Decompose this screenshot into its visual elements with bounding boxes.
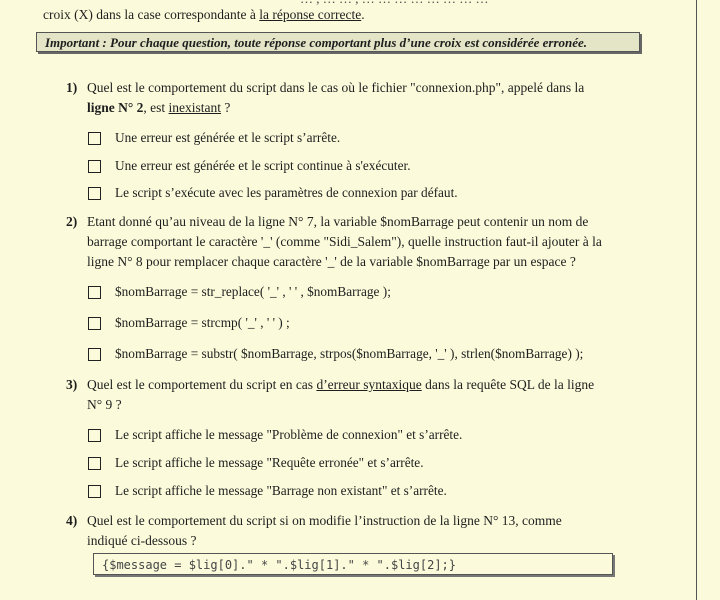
checkbox[interactable] xyxy=(88,317,101,330)
question-1-line1: Quel est le comportement du script dans le cas où le fichier "connexion.php", appelé dans la xyxy=(87,80,585,95)
intro-underlined: la réponse correcte xyxy=(259,7,362,22)
q3-option-3[interactable]: Le script affiche le message "Barrage non existant" et s’arrête. xyxy=(88,483,447,501)
checkbox[interactable] xyxy=(88,286,101,299)
question-number-3: 3) xyxy=(66,377,78,392)
page-right-border xyxy=(696,0,697,600)
q2-option-2[interactable]: $nomBarrage = strcmp( '_' , ' ' ) ; xyxy=(88,315,290,333)
checkbox[interactable] xyxy=(88,132,101,145)
q1-option-3[interactable]: Le script s’exécute avec les paramètres de connexion par défaut. xyxy=(88,185,458,203)
question-number-4: 4) xyxy=(66,513,78,528)
question-2-line2: barrage comportant le caractère '_' (comme "Sidi_Salem"), quelle instruction faut-il ajouter à la xyxy=(87,234,602,249)
checkbox[interactable] xyxy=(88,429,101,442)
question-1-text xyxy=(87,78,639,118)
question-2-line1: Etant donné qu’au niveau de la ligne N° 7, la variable $nomBarrage peut contenir un nom de xyxy=(87,214,589,229)
question-4-line2: indiqué ci-dessous ? xyxy=(87,533,197,548)
intro-text: croix (X) dans la case correspondante à xyxy=(43,7,260,22)
checkbox[interactable] xyxy=(88,485,101,498)
question-4-line1: Quel est le comportement du script si on modifie l’instruction de la ligne N° 13, comme xyxy=(87,513,562,528)
q2-option-1[interactable]: $nomBarrage = str_replace( '_' , ' ' , $nomBarrage ); xyxy=(88,284,391,302)
q3-option-2[interactable]: Le script affiche le message "Requête erronée" et s’arrête. xyxy=(88,455,424,473)
checkbox[interactable] xyxy=(88,160,101,173)
checkbox[interactable] xyxy=(88,348,101,361)
q2-option-3[interactable]: $nomBarrage = substr( $nomBarrage, strpos($nomBarrage, '_' ), strlen($nomBarrage) ); xyxy=(88,346,583,364)
q1-option-1[interactable]: Une erreur est générée et le script s’arrête. xyxy=(88,130,340,148)
checkbox[interactable] xyxy=(88,187,101,200)
top-text-fragment xyxy=(300,0,489,7)
question-2-line3: ligne N° 8 pour remplacer chaque caractère '_' de la variable $nomBarrage par un espace ? xyxy=(87,254,576,269)
question-number-2: 2) xyxy=(66,214,78,229)
question-2-text xyxy=(87,212,639,272)
important-notice xyxy=(36,32,640,52)
question-3-line1: Quel est le comportement du script en cas d’erreur syntaxique dans la requête SQL de la ligne xyxy=(87,377,595,392)
intro-end: . xyxy=(361,7,365,22)
important-emphasis: plus d’une croix xyxy=(374,35,462,50)
question-4-text xyxy=(87,511,639,551)
important-lead: Important : Pour chaque question, toute réponse comportant xyxy=(45,35,375,50)
checkbox[interactable] xyxy=(88,457,101,470)
q1-option-2[interactable]: Une erreur est générée et le script continue à s'exécuter. xyxy=(88,158,411,176)
intro-line xyxy=(43,7,365,23)
code-snippet: {$message = $lig[0]." * ".$lig[1]." * ".$lig[2];} xyxy=(93,553,613,575)
q3-option-1[interactable]: Le script affiche le message "Problème de connexion" et s’arrête. xyxy=(88,427,462,445)
important-tail: est considérée erronée. xyxy=(461,35,588,50)
question-1-line2: ligne N° 2, est inexistant ? xyxy=(87,100,231,115)
question-3-text xyxy=(87,375,639,415)
question-3-line2: N° 9 ? xyxy=(87,397,122,412)
question-number-1: 1) xyxy=(66,80,78,95)
